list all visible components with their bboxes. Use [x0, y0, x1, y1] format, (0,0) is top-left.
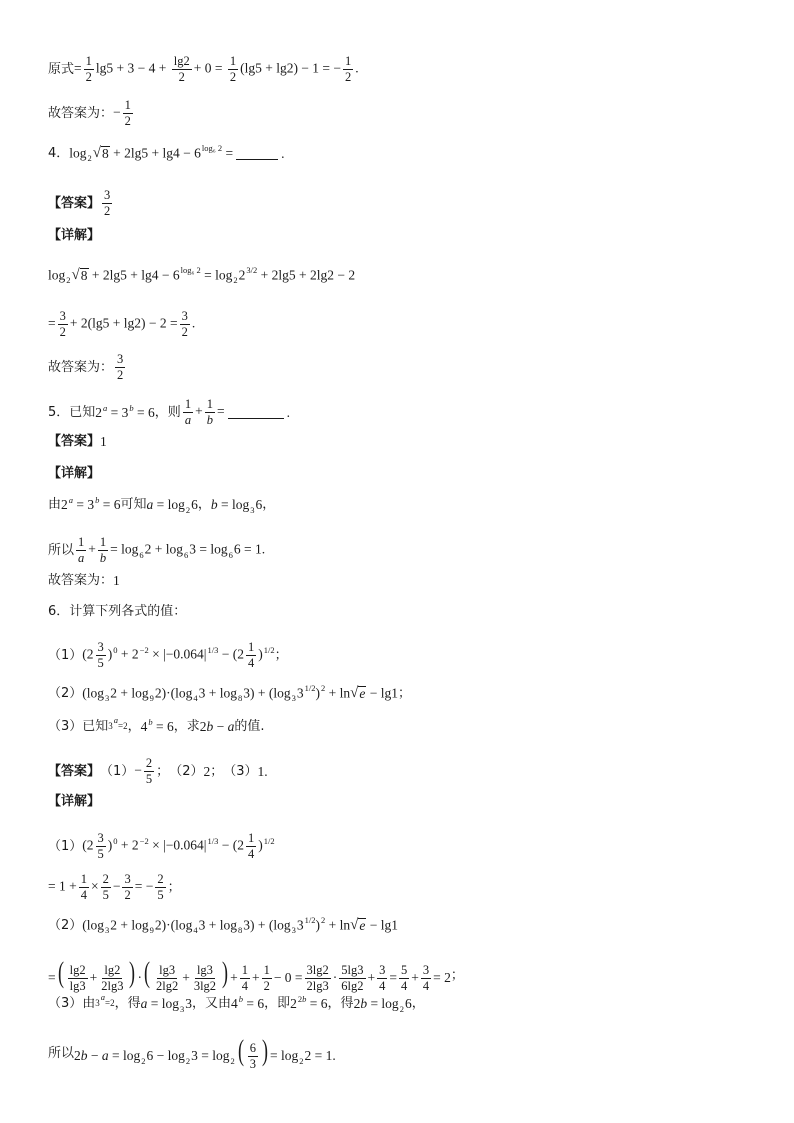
math-expression: = $\frac{1}{2}$ lg5 + 3 − 4 + $\frac{\lg 2}{2}$ + 0 = $\frac{1}{2}$ (lg5 + lg2) − 1 = − $\frac{1}{2}$ . — [74, 54, 359, 85]
part-label: （3） — [223, 764, 258, 780]
answer-value: 2 — [203, 763, 211, 779]
answer-text: 故答案为： — [48, 573, 114, 589]
detail-text: 由 — [48, 497, 62, 513]
semicolon: ； — [167, 880, 181, 896]
part-text: 的值. — [234, 719, 265, 735]
answer-label: 【答案】 — [48, 196, 101, 212]
q5-detail-line-2 — [48, 536, 754, 565]
detail-label: 【详解】 — [48, 228, 101, 243]
semicolon: ； — [398, 686, 412, 702]
part-label: （3） — [48, 996, 83, 1012]
original-expression-label: 原式 — [48, 62, 75, 78]
q6-part-3 — [48, 715, 754, 735]
question-number: 4． — [48, 146, 70, 162]
answer-label: 【答案】 — [48, 764, 101, 780]
q6-answer — [48, 757, 754, 786]
separator: ； — [156, 764, 170, 780]
separator: ； — [210, 764, 224, 780]
part-text: ， — [127, 719, 141, 735]
answer-value: − $\frac{1}{2}$ — [113, 98, 131, 129]
math-expression: $a = \log_33$ — [140, 996, 193, 1014]
q4-detail-line-2 — [48, 310, 754, 339]
detail-text: ， — [411, 996, 425, 1012]
q5-detail-heading — [48, 467, 754, 480]
q4-detail-heading — [48, 229, 754, 242]
part-label: （1） — [100, 764, 135, 780]
detail-text: ，得 — [114, 996, 141, 1012]
answer-text: 故答案为： — [48, 360, 114, 376]
part-label: （1） — [48, 839, 83, 855]
q6-detail-3 — [48, 992, 754, 1014]
answer-value: 1. — [257, 763, 268, 779]
answer-value: 1 — [113, 573, 120, 588]
answer-value: $\frac{3}{2}$ — [104, 188, 111, 219]
q6-detail-2b — [48, 958, 754, 994]
math-expression: $2b = \log_26$ — [353, 996, 412, 1014]
math-expression: $4^b = 6$ — [140, 717, 174, 734]
detail-label: 【详解】 — [48, 466, 101, 481]
answer-blank[interactable] — [236, 158, 278, 160]
math-expression: 3a=2 — [95, 992, 115, 1009]
question-6 — [48, 605, 754, 618]
answer-value: − $\frac{2}{5}$ — [134, 756, 153, 787]
math-expression: $2b - a = \log_26 - \log_23 = \log_2$ ( $\frac{6}{3}$ ) = $\log_22 = 1$. — [74, 1034, 336, 1072]
math-expression: $b = \log_36$ — [210, 497, 263, 515]
answer-blank[interactable] — [228, 417, 284, 419]
math-expression: $2^a = 3^b = 6$ — [61, 495, 121, 512]
q4-answer — [48, 189, 754, 218]
q6-part-2 — [48, 683, 754, 704]
q6-detail-3b — [48, 1036, 754, 1072]
math-expression: = $\frac{3}{2}$ + 2(lg5 + lg2) − 2 = $\frac{3}{2}$ . — [48, 309, 196, 340]
question-text: 计算下列各式的值： — [69, 604, 187, 619]
question-4-math: $\log_2$ √ 8 + $2\lg 5 + \lg 4 - 6^{log_6 2}$ = — [69, 143, 234, 164]
detail-text: ， — [262, 497, 276, 513]
math-expression: 2b − a — [199, 719, 235, 734]
q5-final — [48, 574, 754, 588]
part-label: （1） — [48, 648, 83, 664]
detail-text: ，得 — [327, 996, 354, 1012]
q4-final — [48, 353, 754, 382]
q6-detail-2 — [48, 915, 754, 936]
math-expression: $4^b = 6$ — [231, 994, 265, 1011]
math-expression: $2^{2b} = 6$ — [290, 994, 328, 1011]
math-expression: $(\log_32 + \log_92)\cdot(\log_43 + \log_83) + (\log_33^{1/2})^2 + \ln$ √ e − lg1 — [82, 683, 398, 704]
question-text: 已知 — [69, 405, 96, 421]
q6-detail-heading — [48, 795, 754, 808]
semicolon: ； — [274, 648, 288, 664]
question-text: ，则 — [154, 405, 181, 421]
answer-label: 【答案】 — [48, 434, 101, 450]
part-label: （3） — [48, 719, 83, 735]
q6-part-1 — [48, 641, 754, 670]
q5-detail-line-1 — [48, 495, 754, 515]
math-expression: $a = \log_26$ — [146, 497, 198, 515]
part-label: （2） — [48, 918, 83, 934]
question-number: 6． — [48, 604, 70, 619]
detail-text: ， — [197, 497, 211, 513]
answer-value: 1 — [100, 434, 107, 449]
math-expression: $\frac{1}{a}$ + $\frac{1}{b}$ = $\log_62 + \log_63 = \log_66 = 1$. — [78, 535, 266, 566]
semicolon: ； — [450, 968, 464, 984]
part-label: （2） — [48, 686, 83, 702]
detail-label: 【详解】 — [48, 794, 101, 809]
q4-detail-line-1 — [48, 265, 754, 286]
q5-answer — [48, 435, 754, 449]
part-text: ，求 — [173, 719, 200, 735]
math-expression: 3a=2 — [108, 715, 128, 732]
detail-text: 所以 — [48, 543, 75, 559]
q6-detail-1b — [48, 873, 754, 902]
detail-text: 由 — [82, 996, 96, 1012]
answer-value: $\frac{3}{2}$ — [117, 352, 124, 383]
detail-text: 所以 — [48, 1046, 75, 1062]
period: . — [286, 404, 290, 420]
question-4 — [48, 143, 754, 164]
solution-line-1 — [48, 55, 754, 84]
period: . — [281, 146, 285, 162]
math-expression: =( $\frac{\lg 2}{\lg 3}$ + $\frac{\lg 2}{2\lg 3}$ ) ·( $\frac{\lg 3}{2\lg 2}$ + $\frac{\lg 3}{3\lg 2}$ ) + $\frac{1}{4}$ + $\frac{1}{2}$ − 0 = $\frac{3\lg 2}{2\lg 3}$ · $\frac{5\lg 3}{6\lg 2}$ + $\frac{3}{4}$ = $\frac{5}{4}$ + $\frac{3}{4}$ = 2 — [48, 956, 451, 994]
math-expression: $2^a = 3^b = 6$ — [95, 402, 155, 420]
part-text: 已知 — [82, 719, 109, 735]
question-5 — [48, 398, 754, 427]
math-expression: $\frac{1}{a}$ + $\frac{1}{b}$ = — [184, 397, 225, 428]
part-label: （2） — [169, 764, 204, 780]
math-expression: $(\log_32 + \log_92)\cdot(\log_43 + \log_83) + (\log_33^{1/2})^2 + \ln$ √ e − lg1 — [82, 915, 398, 936]
detail-text: ，即 — [264, 996, 291, 1012]
math-expression: $\log_2$ √ 8 + $2\lg 5 + \lg 4 - 6^{log_6 2} = \log_22^{3/2} + 2\lg 5 + 2\lg 2 - 2$ — [48, 265, 356, 286]
answer-line-prev — [48, 99, 754, 128]
question-number: 5． — [48, 405, 70, 421]
math-expression: = 1 + $\frac{1}{4}$ × $\frac{2}{5}$ − $\frac{3}{2}$ = − $\frac{2}{5}$ — [48, 872, 164, 903]
detail-text: 可知 — [120, 497, 147, 513]
answer-text: 故答案为： — [48, 106, 114, 122]
q6-detail-1 — [48, 832, 754, 861]
math-expression: (2 $\frac{3}{5}$ )$^0 + 2^{-2} \times |-0.064|^{1/3} - (2$ $\frac{1}{4}$ )$^{1/2}$ — [82, 640, 275, 671]
detail-text: ，又由 — [192, 996, 232, 1012]
math-expression: (2 $\frac{3}{5}$ )$^0 + 2^{-2} \times |-0.064|^{1/3} - (2$ $\frac{1}{4}$ )$^{1/2}$ — [82, 831, 275, 862]
